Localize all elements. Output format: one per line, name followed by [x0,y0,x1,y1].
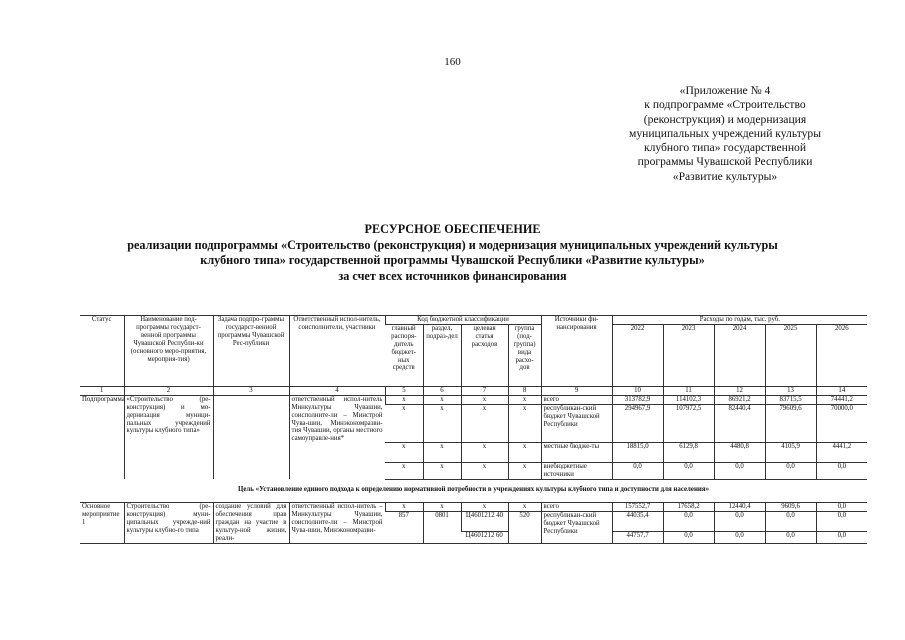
value-cell: 157552,7 [612,503,663,512]
value-cell: 4480,8 [714,442,765,462]
column-numbers-row [80,386,867,395]
value-cell: 0,0 [612,462,663,479]
code-cell: x [423,503,461,512]
goal-text: Цель «Установление единого подхода к определению нормативной потребности в учреждениях культуры клубного типа и доступности для населения» [238,485,710,493]
code-cell: 0801 [423,512,461,544]
resource-table [80,315,867,544]
code-cell: x [508,503,541,512]
header-year: 2022 [612,324,663,386]
column-number: 13 [765,386,816,395]
column-number: 4 [289,386,385,395]
appendix-line: (реконструкция) и модернизация [643,112,807,126]
value-cell: 9609,6 [765,503,816,512]
source-cell: внебюджетные источники [541,462,612,479]
code-cell: x [461,442,508,462]
source-cell: всего [541,503,612,512]
column-number: 2 [124,386,213,395]
subprogram-name: «Строительство (ре-конструкция) и мо-дернизация муници-пальных учреждений культуры клубного типа» [124,395,213,479]
title-line: клубного типа» государственной программы Чувашской Республики «Развитие культуры» [200,253,705,267]
value-cell: 6129,8 [663,442,714,462]
value-cell: 12440,4 [714,503,765,512]
appendix-line: клубного типа» государственной [643,141,807,155]
value-cell: 79609,6 [765,404,816,442]
header-year: 2025 [765,324,816,386]
value-cell: 114102,3 [663,395,714,404]
appendix-line: «Приложение № 4 [679,84,771,97]
appendix-line: программы Чувашской Республики [637,155,813,169]
header-status: Статус [80,316,124,387]
column-number: 5 [385,386,423,395]
header-expenses: Расходы по годам, тыс. руб. [612,316,867,325]
value-cell: 0,0 [816,531,867,543]
code-cell: x [423,395,461,404]
column-number: 10 [612,386,663,395]
header-code-group: группа (под-группа) вида расхо-дов [508,324,541,386]
header-sources: Источники фи-нансирования [541,316,612,387]
column-number: 9 [541,386,612,395]
value-cell: 86921,2 [714,395,765,404]
value-cell: 4105,9 [765,442,816,462]
value-cell: 70000,0 [816,404,867,442]
appendix-line: «Развитие культуры» [672,169,778,183]
header-year: 2026 [816,324,867,386]
column-number: 3 [213,386,289,395]
code-cell: 857 [385,512,423,544]
value-cell: 294967,9 [612,404,663,442]
value-cell: 0,0 [816,512,867,531]
code-cell: x [385,442,423,462]
measure-row-total [80,503,867,512]
subprogram-status: Подпрограмма [82,395,125,403]
column-number: 14 [816,386,867,395]
value-cell: 74441,2 [816,395,867,404]
code-cell: Ц4601212 60 [461,531,508,543]
code-cell: x [385,503,423,512]
code-cell: x [423,442,461,462]
value-cell: 0,0 [714,512,765,531]
header-year: 2024 [714,324,765,386]
source-cell: республикан-ский бюджет Чувашской Республики [541,404,612,442]
code-cell: x [461,503,508,512]
header-name: Наименование под-программы государст-венной программы Чувашской Республи-ки (основного меро-приятия, мероприя-тия) [124,316,213,387]
appendix-line: муниципальных учреждений культуры [629,126,821,140]
code-cell: x [385,395,423,404]
value-cell: 4441,2 [816,442,867,462]
code-cell: x [385,462,423,479]
appendix-line: к подпрограмме «Строительство [644,98,806,112]
header-task: Задача подпро-граммы государст-венной программы Чувашской Рес-публики [213,316,289,387]
value-cell: 313782,9 [612,395,663,404]
measure-responsible: ответственный испол-нитель – Минкультуры Чувашии, соисполните-ли – Минстрой Чува-шии, Минэкономразви- [289,503,385,544]
source-cell: местные бюдже-ты [541,442,612,462]
document-title [40,222,865,284]
column-number: 7 [461,386,508,395]
code-cell: 520 [508,512,541,544]
value-cell: 0,0 [765,531,816,543]
subprogram-task [213,395,289,479]
value-cell: 0,0 [663,512,714,531]
source-cell: всего [541,395,612,404]
code-cell: x [508,404,541,442]
column-number: 11 [663,386,714,395]
code-cell: x [508,462,541,479]
column-number: 8 [508,386,541,395]
subprogram-row-total [80,395,867,404]
code-cell: x [508,442,541,462]
value-cell: 0,0 [765,512,816,531]
value-cell: 18815,0 [612,442,663,462]
title-line: реализации подпрограммы «Строительство (реконструкция) и модернизация муниципальных учреждений культуры [127,237,778,252]
header-row [80,316,867,325]
value-cell: 0,0 [714,462,765,479]
measure-status: Основное мероприятие 1 [80,503,124,544]
appendix-note [585,84,865,184]
column-number: 12 [714,386,765,395]
value-cell: 0,0 [663,531,714,543]
measure-name: Строительство (ре-конструкция) муни-ципальных учрежде-ний культуры клубно-го типа [124,503,213,544]
header-code-main: главный распоря-дитель бюджет-ных средств [391,324,417,372]
title-line: РЕСУРСНОЕ ОБЕСПЕЧЕНИЕ [364,222,541,236]
value-cell: 83715,5 [765,395,816,404]
value-cell: 107972,5 [663,404,714,442]
code-cell: x [461,404,508,442]
code-cell: x [461,395,508,404]
header-budget-code: Код бюджетной классификации [385,316,541,325]
value-cell: 0,0 [816,462,867,479]
value-cell: 0,0 [765,462,816,479]
value-cell: 0,0 [663,462,714,479]
page-number: 160 [444,56,461,68]
column-number: 1 [80,386,124,395]
source-cell: республикан-ский бюджет Чувашской Республики [541,512,612,544]
value-cell: 44035,4 [612,512,663,531]
title-line: за счет всех источников финансирования [338,268,567,283]
column-number: 6 [423,386,461,395]
value-cell: 0,0 [816,503,867,512]
measure-task: создание условий для обеспечения прав граждан на участие в культур-ной жизни, реали- [213,503,289,544]
code-cell: Ц4601212 40 [461,512,508,531]
goal-row [80,479,867,503]
header-responsible: Ответственный испол-нитель, соисполнители, участники [289,316,385,387]
header-year: 2023 [663,324,714,386]
subprogram-responsible: ответственный испол-нитель Минкультуры Чувашии, соисполните-ли – Минстрой Чува-шии, Минэкономразви-тия Чувашии, органы местного самоуправле-ния* [289,395,385,479]
value-cell: 44757,7 [612,531,663,543]
code-cell: x [461,462,508,479]
code-cell: x [423,404,461,442]
code-cell: x [508,395,541,404]
value-cell: 17658,2 [663,503,714,512]
code-cell: x [423,462,461,479]
header-code-section: раздел, подраз-дел [423,324,461,386]
value-cell: 0,0 [714,531,765,543]
header-code-article: целевая статья расходов [461,324,508,386]
code-cell: x [385,404,423,442]
value-cell: 82440,4 [714,404,765,442]
